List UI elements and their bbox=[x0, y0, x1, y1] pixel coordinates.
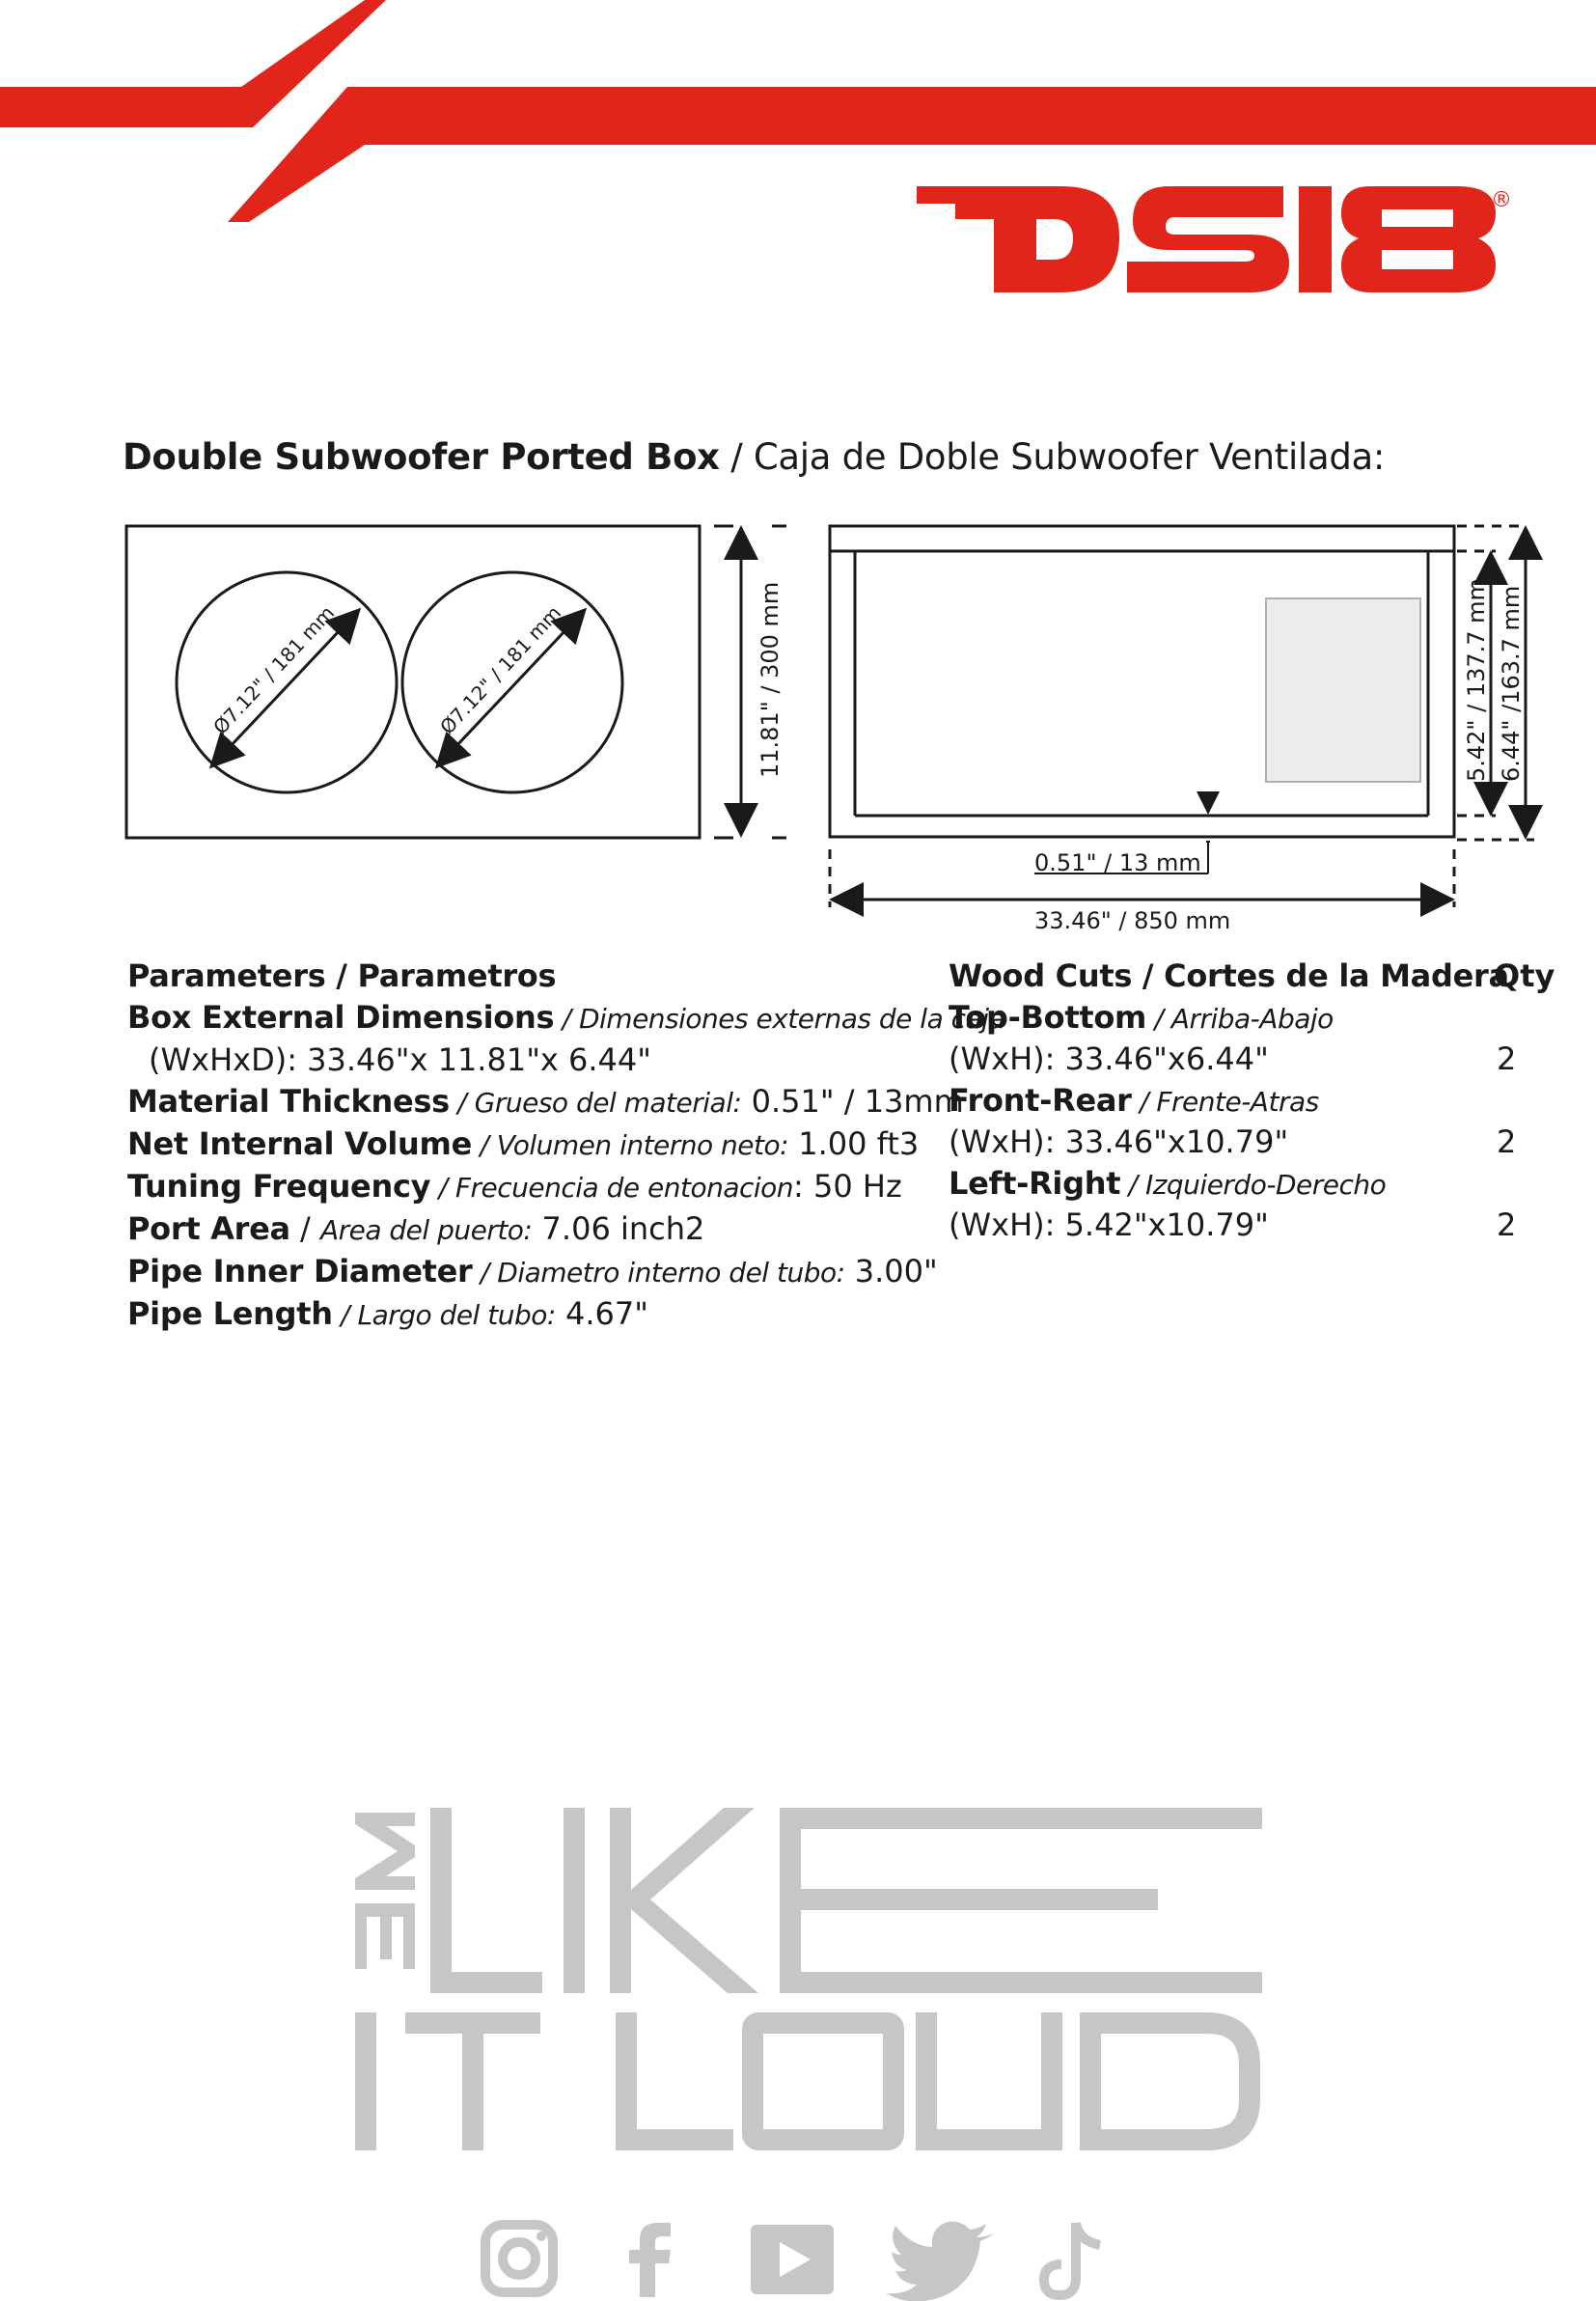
param-tuning: Tuning Frequency / Frecuencia de entonacion: 50 Hz bbox=[127, 1168, 902, 1205]
facebook-icon[interactable] bbox=[629, 2223, 671, 2297]
title-rest: / Caja de Doble Subwoofer Ventilada: bbox=[719, 436, 1386, 478]
cut-left-right-qty: 2 bbox=[1497, 1206, 1517, 1243]
width-label: 33.46" / 850 mm bbox=[1034, 907, 1231, 934]
outer-depth-label: 6.44" /163.7 mm bbox=[1498, 585, 1525, 782]
param-box-dims-value: (WxHxD): 33.46"x 11.81"x 6.44" bbox=[149, 1041, 651, 1078]
ds18-logo bbox=[917, 179, 1496, 304]
cut-top-bottom-dims: (WxH): 33.46"x6.44" 2 bbox=[949, 1039, 1566, 1080]
qty-heading: Qty bbox=[1494, 957, 1555, 994]
driver-circle-left bbox=[177, 572, 397, 792]
param-volume: Net Internal Volume / Volumen interno neto: 1.00 ft3 bbox=[127, 1125, 920, 1162]
inner-depth-label: 5.42" / 137.7 mm bbox=[1463, 578, 1490, 782]
wood-cuts-section bbox=[949, 956, 1566, 1246]
cut-left-right-dims: (WxH): 5.42"x10.79" 2 bbox=[949, 1205, 1566, 1246]
title-bold: Double Subwoofer Ported Box bbox=[123, 436, 720, 478]
parameters-heading: Parameters / Parametros bbox=[127, 957, 557, 994]
instagram-dot bbox=[537, 2232, 546, 2241]
cut-left-right: Left-Right / Izquierdo-Derecho bbox=[949, 1165, 1387, 1202]
front-view-outline bbox=[126, 526, 700, 838]
front-height-label: 11.81" / 300 mm bbox=[757, 581, 784, 778]
param-port-area: Port Area / Area del puerto: 7.06 inch2 bbox=[127, 1210, 705, 1247]
param-pipe-diameter: Pipe Inner Diameter / Diametro interno del tubo: 3.00" bbox=[127, 1253, 938, 1289]
page-title bbox=[123, 436, 1385, 478]
cut-front-rear-dims: (WxH): 33.46"x10.79" 2 bbox=[949, 1122, 1566, 1163]
cut-top-bottom-qty: 2 bbox=[1497, 1040, 1517, 1077]
youtube-icon[interactable] bbox=[751, 2225, 834, 2294]
param-box-dims: Box External Dimensions / Dimensiones externas de la caja bbox=[127, 999, 1005, 1036]
driver-2-diameter-label: Ø7.12" / 181 mm bbox=[435, 600, 566, 739]
wood-cuts-heading: Wood Cuts / Cortes de la Madera Qty bbox=[949, 956, 1566, 997]
driver-circle-right bbox=[402, 572, 622, 792]
param-thickness: Material Thickness / Grueso del material: 0.51" / 13mm bbox=[127, 1083, 964, 1120]
driver-1-diameter-label: Ø7.12" / 181 mm bbox=[208, 600, 340, 739]
twitter-icon[interactable] bbox=[886, 2222, 994, 2301]
tiktok-icon[interactable] bbox=[1044, 2223, 1100, 2295]
cut-front-rear-qty: 2 bbox=[1497, 1123, 1517, 1160]
box-diagram bbox=[0, 502, 1596, 946]
cut-front-rear: Front-Rear / Frente-Atras bbox=[949, 1082, 1319, 1119]
slogan-graphic bbox=[0, 1786, 1596, 2162]
parameters-section bbox=[127, 956, 1004, 1336]
port-area bbox=[1266, 598, 1420, 782]
cut-top-bottom: Top-Bottom / Arriba-Abajo bbox=[949, 999, 1334, 1036]
param-pipe-length: Pipe Length / Largo del tubo: 4.67" bbox=[127, 1295, 648, 1332]
social-icons bbox=[0, 2210, 1596, 2301]
thickness-label: 0.51" / 13 mm bbox=[1034, 849, 1201, 876]
registered-mark: ® bbox=[1491, 188, 1512, 212]
